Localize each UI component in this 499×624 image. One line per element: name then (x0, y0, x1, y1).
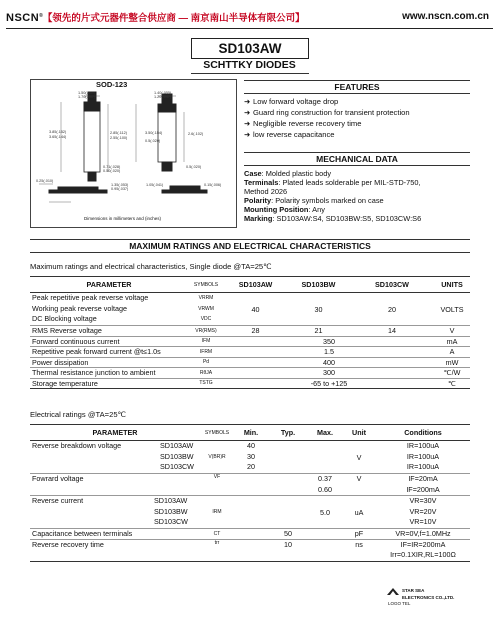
feature-item: ➜ Low forward voltage drop (244, 97, 339, 106)
footer-company-name: STAR SEA (402, 588, 425, 593)
dim-label: 1.50(.059) (78, 91, 96, 95)
dim-label: 0.5(.020) (145, 139, 161, 143)
mech-row: Case: Molded plastic body (244, 169, 332, 178)
table-row: Power dissipation Pd 400 mW (30, 357, 470, 368)
dim-label: 0.95(.037) (111, 187, 129, 191)
footer-marks: LOGO TEL (388, 601, 411, 606)
table-row: Reverse current SD103AW SD103BW SD103CW IRM 5.0 uA VR=30V VR=20V VR=10V (30, 496, 470, 529)
dim-label: 0.15(.006) (204, 183, 222, 187)
footer-company-suffix: ELECTRONICS CO.,LTD. (402, 595, 455, 600)
package-note: Dimensions in millimeters and (inches) (84, 216, 162, 221)
dim-label: 1.40(.055) (154, 91, 172, 95)
feature-item: ➜ low reverse capacitance (244, 130, 335, 139)
dim-label: 1.70(.067) (78, 95, 96, 99)
arrow-bullet-icon: ➜ (244, 119, 251, 128)
electrical-table (30, 424, 470, 562)
table-row: Thermal resistance junction to ambient RθJA 300 ℃/W (30, 368, 470, 379)
arrow-bullet-icon: ➜ (244, 130, 251, 139)
dim-label: 0.25(.010) (36, 179, 54, 183)
mech-row: Polarity: Polarity symbols marked on case (244, 196, 384, 205)
table-row: Reverse recovery time trr 10 ns IF=IR=200mA Irr=0.1XIR,RL=100Ω (30, 539, 470, 561)
table-row: Reverse breakdown voltage SD103AW SD103BW SD103CW V(BR)R 40 30 20 V IR=100uA IR=100uA IR=100uA (30, 441, 470, 474)
ratings-note: Maximum ratings and electrical characteristics, Single diode @TA=25℃ (30, 262, 272, 271)
header-url-link[interactable]: www.nscn.com.cn (402, 11, 489, 22)
dim-label: 1.05(.041) (146, 183, 164, 187)
feature-item: ➜ Negligible reverse recovery time (244, 119, 362, 128)
dim-label: 3.65(.144) (49, 135, 67, 139)
mech-row: Method 2026 (244, 187, 288, 196)
ratings-table (30, 276, 470, 389)
arrow-bullet-icon: ➜ (244, 108, 251, 117)
brand-logo: NSCN (6, 12, 40, 24)
dim-label: 0.50(.020) (103, 169, 121, 173)
ratings-heading: MAXIMUM RATINGS AND ELECTRICAL CHARACTERISTICS (30, 239, 470, 253)
dim-label: 1.35(.053) (111, 183, 129, 187)
dim-label: 0.5(.020) (186, 165, 202, 169)
mech-row: Mounting Position: Any (244, 205, 325, 214)
table-row: Fowrard voltage VF 0.37 0.60 V IF=20mA IF=200mA (30, 474, 470, 496)
table-row: Forward continuous current IFM 350 mA (30, 336, 470, 347)
page-subtitle: SCHTTKY DIODES (203, 59, 296, 71)
mechanical-heading: MECHANICAL DATA (244, 152, 470, 166)
feature-item: ➜ Guard ring construction for transient protection (244, 108, 410, 117)
mech-row: Terminals: Plated leads solderable per MIL-STD-750, (244, 178, 421, 187)
dim-label: 0.71(.028) (103, 165, 121, 169)
dim-label: 2.6(.102) (188, 132, 204, 136)
package-side-view-2 (170, 186, 200, 193)
subtitle-rule (191, 73, 309, 74)
dim-label: 1.20(.047) (154, 95, 172, 99)
ratings-header-row: PARAMETER SYMBOLS SD103AW SD103BW SD103CW UNITS (30, 277, 470, 293)
mech-row: Marking: SD103AW:S4, SD103BW:S5, SD103CW:S6 (244, 214, 422, 223)
package-name: SOD-123 (96, 80, 128, 89)
dim-label: 2.85(.112) (110, 131, 128, 135)
features-heading: FEATURES (244, 80, 470, 94)
table-row: RMS Reverse voltage VR(RMS) 28 21 14 V (30, 326, 470, 337)
dim-label: 2.55(.100) (110, 136, 128, 140)
electrical-header-row: PARAMETER SYMBOLS Min. Typ. Max. Unit Conditions (30, 425, 470, 441)
page-title: SD103AW (191, 38, 309, 59)
package-body-top-view (84, 102, 100, 172)
table-row: Capacitance between terminals CT 50 pF VR=0V,f=1.0MHz (30, 529, 470, 540)
electrical-note: Electrical ratings @TA=25℃ (30, 410, 127, 419)
table-row: Storage temperature TSTG -65 to +125 ℃ (30, 378, 470, 389)
package-side-view (58, 187, 98, 193)
dim-label: 3.85(.152) (49, 130, 67, 134)
table-row: Repetitive peak forward current @t≤1.0s IFRM 1.5 A (30, 347, 470, 358)
brand-slogan: 【领先的片式元器件整合供应商 — 南京南山半导体有限公司】 (42, 13, 305, 24)
package-outline-drawing (31, 90, 234, 215)
header-rule (6, 28, 493, 29)
arrow-bullet-icon: ➜ (244, 97, 251, 106)
table-row: Peak repetitive peak reverse voltage Working peak reverse voltage DC Blocking voltage VRRM VRWM VDC 40 30 20 VOLTS (30, 293, 470, 326)
brand-header: NSCN®【领先的片式元器件整合供应商 — 南京南山半导体有限公司】 (6, 12, 305, 24)
dim-label: 3.50(.154) (145, 131, 163, 135)
company-logo-icon (386, 586, 400, 598)
